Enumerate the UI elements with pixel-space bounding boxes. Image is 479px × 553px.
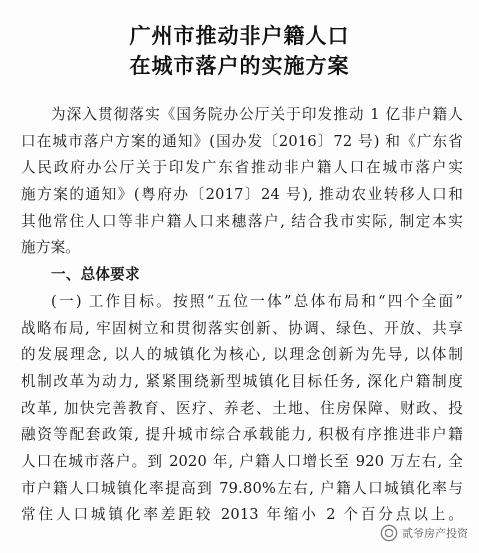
wechat-channel-icon	[380, 524, 398, 542]
paragraph-line: 人民政府办公厅关于印发广东省推动非户籍人口在城市落户实	[21, 159, 463, 177]
document-body	[21, 102, 463, 529]
paragraph-line: 融资等配套政策, 提升城市综合承载能力, 积极有序推进非户籍	[21, 426, 463, 444]
paragraph-line: 其他常住人口等非户籍人口来穗落户, 结合我市实际, 制定本实	[21, 212, 463, 230]
paragraph-line: 人口在城市落户。到 2020 年, 户籍人口增长至 920 万左右, 全	[21, 452, 463, 470]
watermark-text: 贰爷房产投资	[402, 527, 468, 540]
paragraph-line: 的发展理念, 以人的城镇化为核心, 以理念创新为先导, 以体制	[21, 346, 463, 364]
section-heading: 一、总体要求	[51, 266, 140, 284]
paragraph-line: 机制改革为动力, 紧紧围绕新型城镇化目标任务, 深化户籍制度	[21, 372, 463, 390]
paragraph-line: 施方案的通知》(粤府办〔2017〕24 号), 推动农业转移人口和	[21, 186, 463, 204]
document-title-line-2: 在城市落户的实施方案	[129, 54, 350, 78]
paragraph-line: 战略布局, 牢固树立和贯彻落实创新、协调、绿色、开放、共享	[21, 319, 463, 337]
document-title-line-1: 广州市推动非户籍人口	[129, 24, 350, 48]
paragraph-line: (一) 工作目标。按照“五位一体”总体布局和“四个全面”	[51, 292, 463, 310]
paragraph-line: 市户籍人口城镇化率提高到 79.80%左右, 户籍人口城镇化率与	[21, 479, 463, 497]
paragraph-line: 改革, 加快完善教育、医疗、养老、土地、住房保障、财政、投	[21, 399, 463, 417]
paragraph-line: 施方案。	[21, 239, 81, 257]
paragraph-line: 为深入贯彻落实《国务院办公厅关于印发推动 1 亿非户籍人	[51, 106, 463, 123]
watermark	[377, 523, 471, 543]
paragraph-line: 常住人口城镇化率差距较 2013 年缩小 2 个百分点以上。	[21, 506, 463, 524]
paragraph-line: 口在城市落户方案的通知》(国办发〔2016〕72 号) 和《广东省	[21, 132, 463, 150]
